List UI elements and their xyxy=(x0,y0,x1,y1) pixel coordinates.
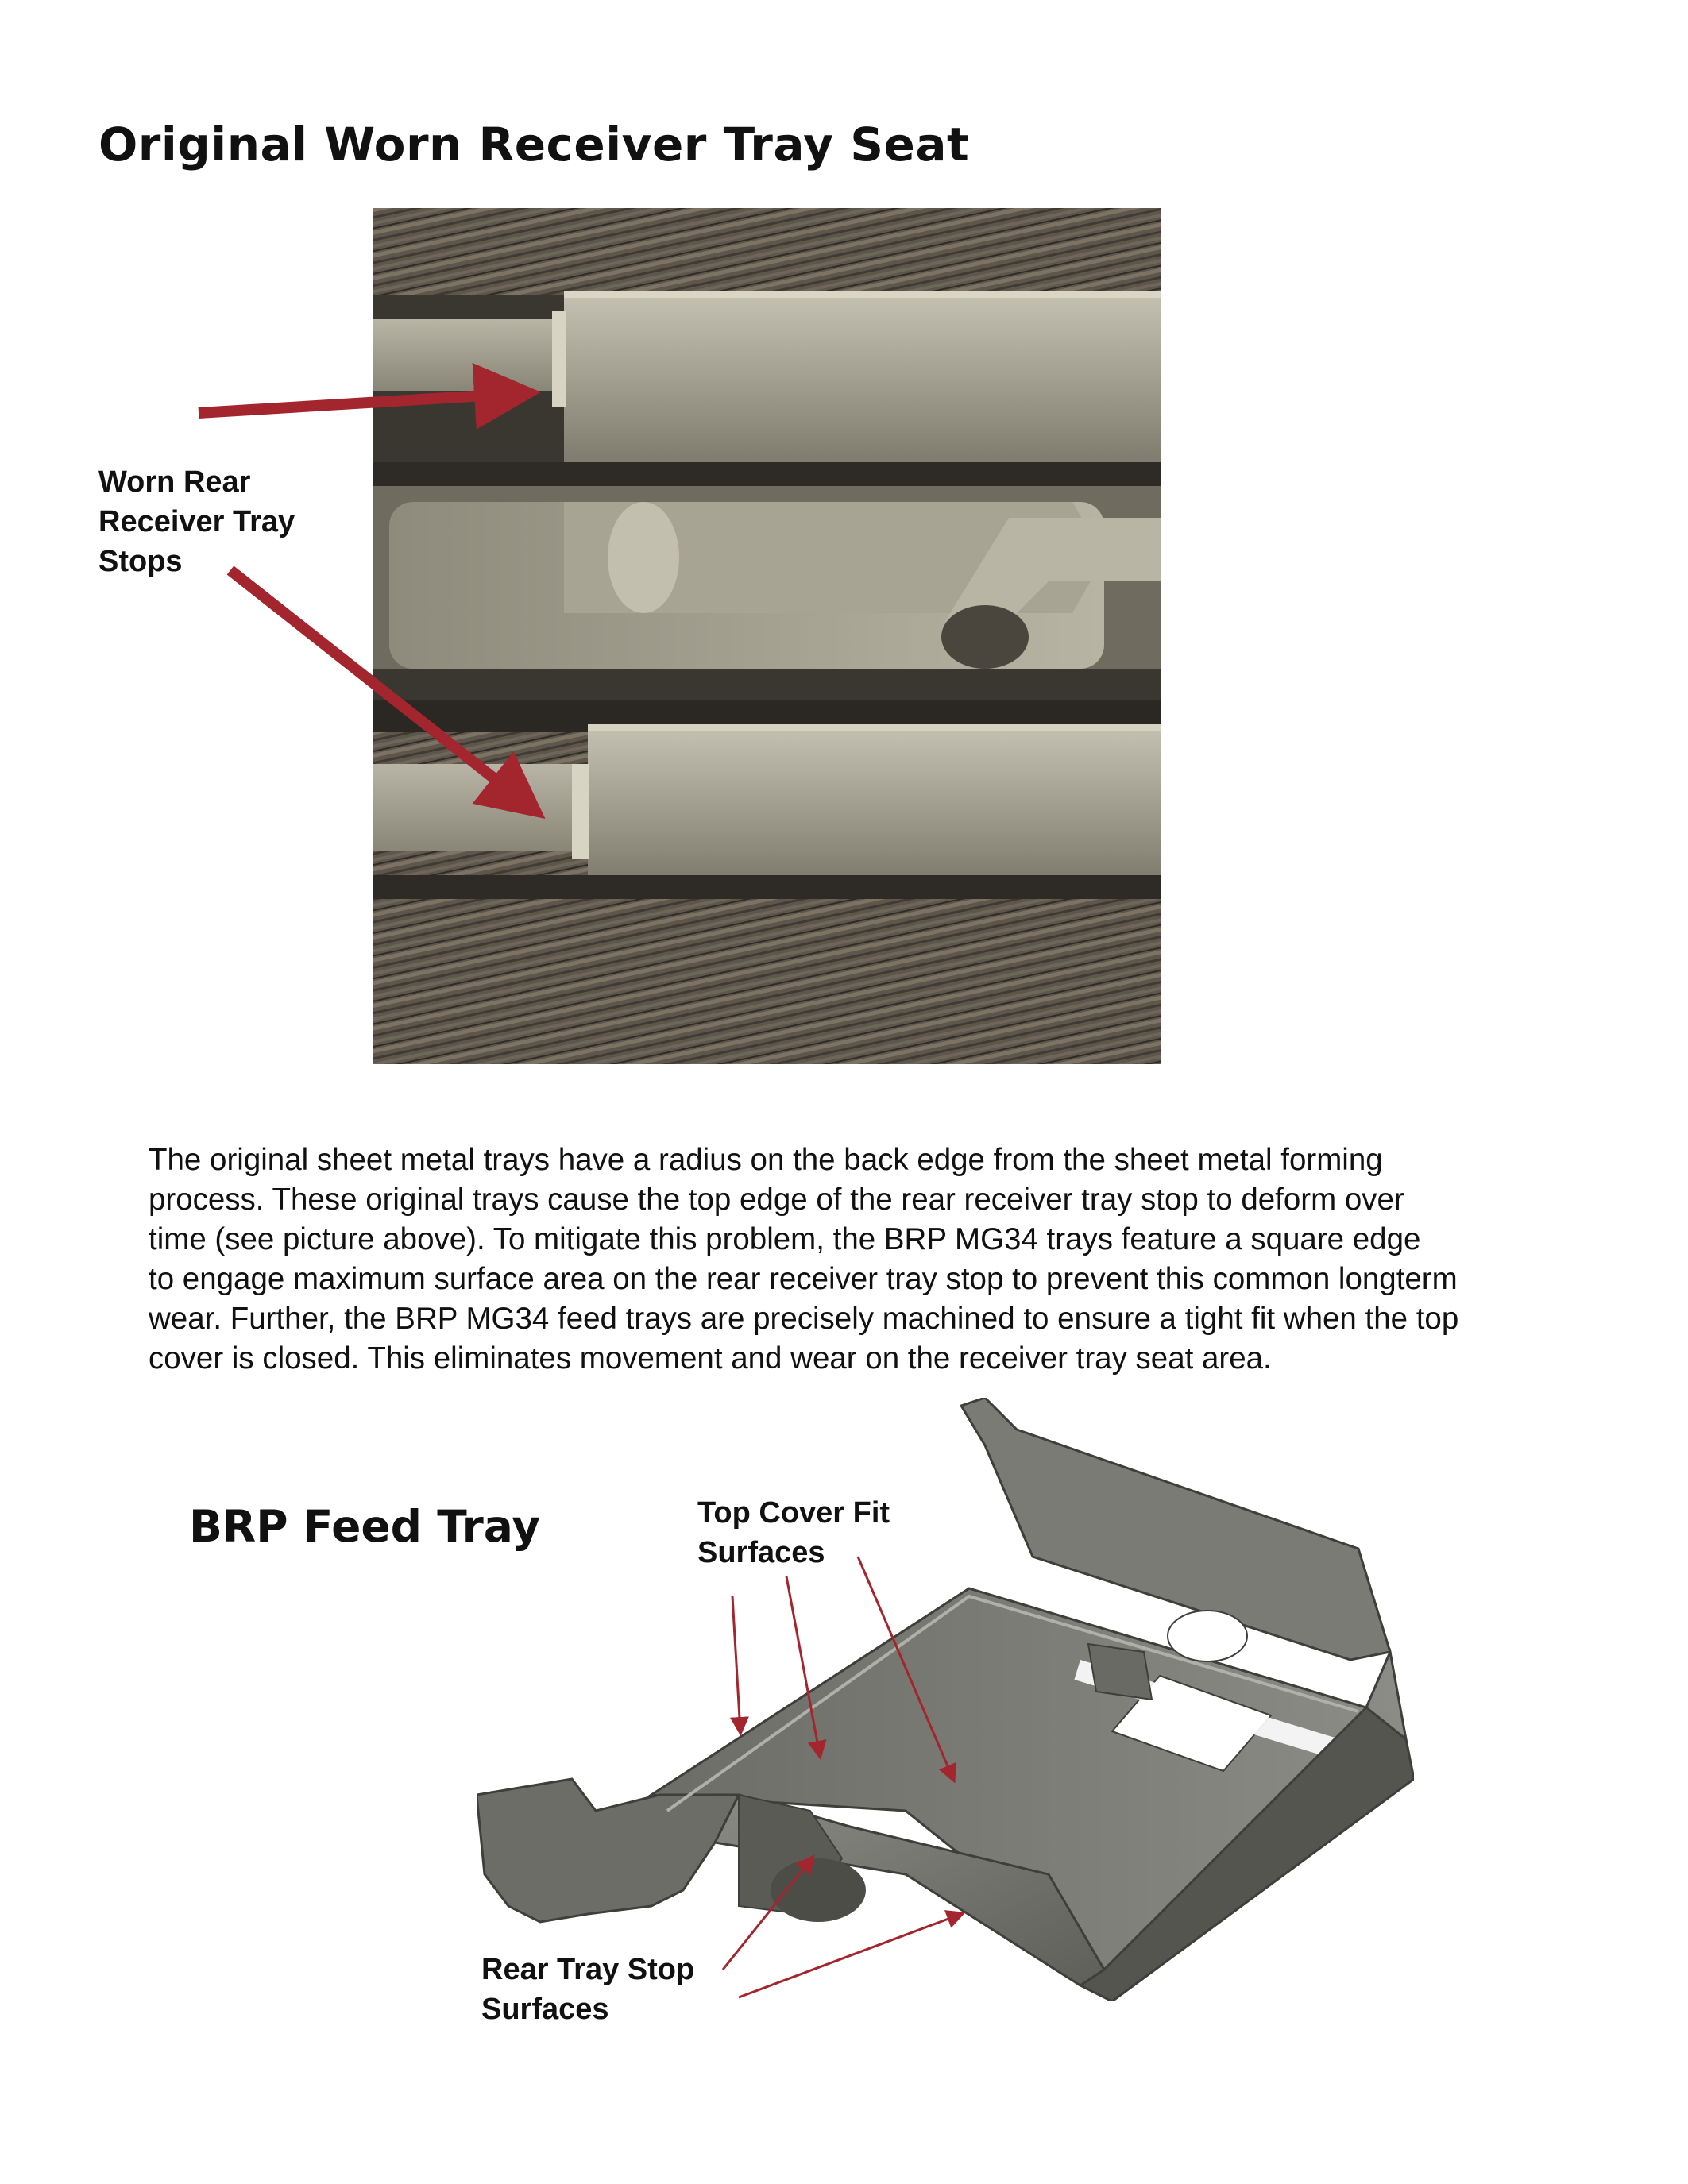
page-title: Original Worn Receiver Tray Seat xyxy=(98,118,970,172)
callout-line: Worn Rear xyxy=(98,465,251,499)
feed-tray-diagram xyxy=(477,1398,1414,2001)
top-cover-callout xyxy=(697,1493,890,1572)
callout-line: Surfaces xyxy=(481,1993,609,2026)
callout-line: Surfaces xyxy=(697,1536,825,1569)
paragraph-line: process. These original trays cause the top edge of the rear receiver tray stop to deform over xyxy=(149,1183,1404,1217)
paragraph-line: to engage maximum surface area on the rear receiver tray stop to prevent this common longterm xyxy=(149,1262,1458,1296)
worn-stops-callout xyxy=(98,462,295,581)
callout-line: Stops xyxy=(98,545,183,578)
body-paragraph xyxy=(149,1140,1578,1379)
callout-line: Top Cover Fit xyxy=(697,1496,890,1530)
worn-receiver-photo xyxy=(373,208,1161,1064)
callout-line: Receiver Tray xyxy=(98,505,295,538)
rear-stop-callout xyxy=(481,1950,694,2029)
callout-line: Rear Tray Stop xyxy=(481,1953,695,1986)
paragraph-line: The original sheet metal trays have a radius on the back edge from the sheet metal forming xyxy=(149,1143,1383,1177)
paragraph-line: wear. Further, the BRP MG34 feed trays are precisely machined to ensure a tight fit when the top xyxy=(149,1302,1459,1336)
paragraph-line: cover is closed. This eliminates movement and wear on the receiver tray seat area. xyxy=(149,1341,1272,1376)
paragraph-line: time (see picture above). To mitigate this problem, the BRP MG34 trays feature a square edge xyxy=(149,1222,1421,1256)
diagram-title: BRP Feed Tray xyxy=(189,1501,541,1552)
